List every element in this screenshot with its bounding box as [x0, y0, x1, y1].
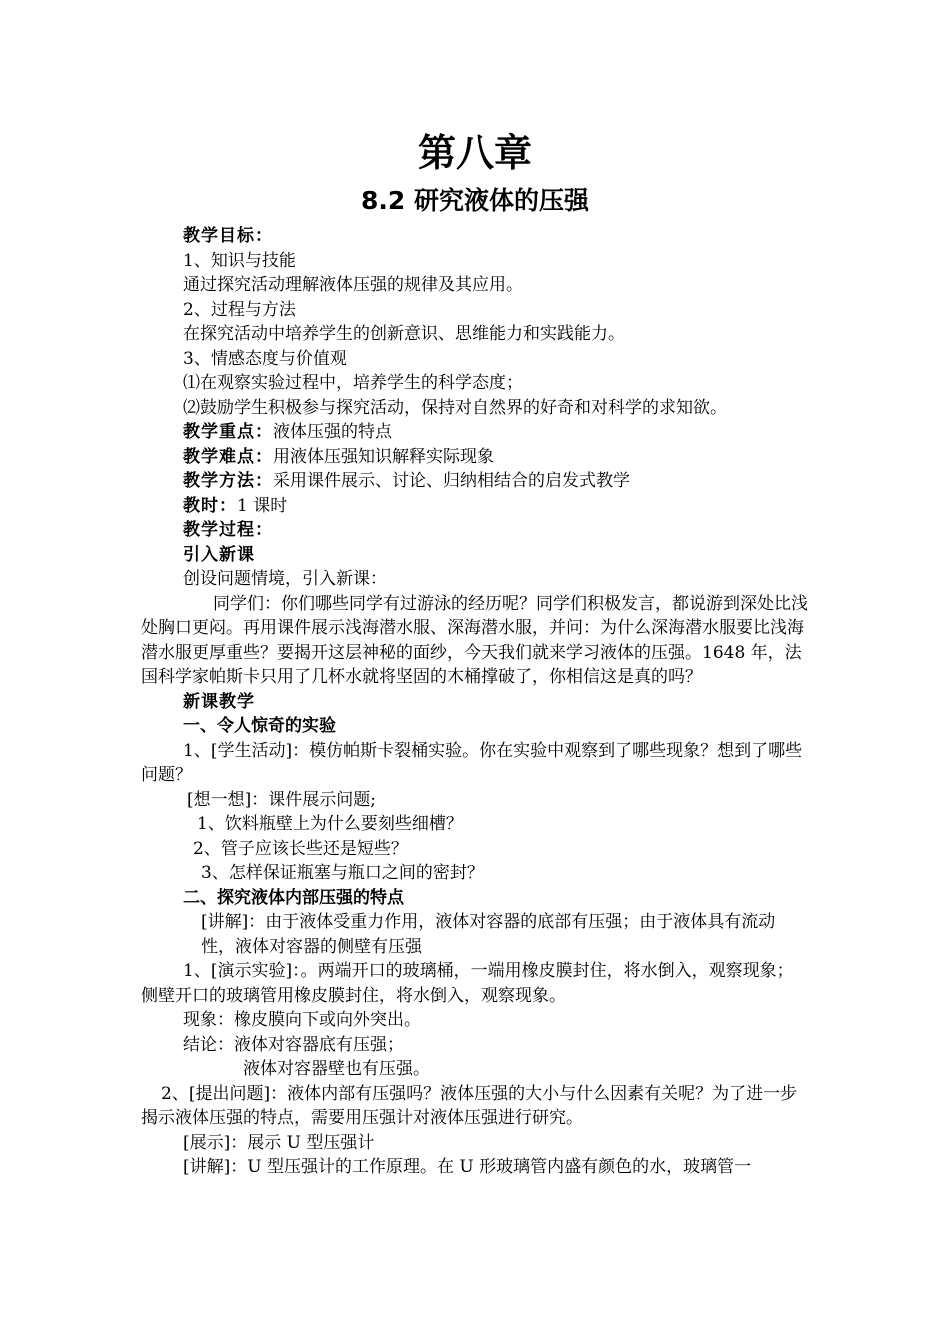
part-2-show: [展示]：展示 U 型压强计 [183, 1132, 375, 1153]
part-1-think: [想一想]：课件展示问题; [187, 789, 376, 810]
chapter-title: 第八章 [417, 131, 532, 175]
difficulty-line [141, 445, 809, 470]
objective-2-text: 在探究活动中培养学生的创新意识、思维能力和实践能力。 [183, 324, 625, 344]
time-text: 1 课时 [237, 495, 288, 516]
difficulty-label: 教学难点： [183, 446, 273, 467]
part-2-explanation-2: [讲解]：U 型压强计的工作原理。在 U 形玻璃管内盛有颜色的水，玻璃管一 [183, 1157, 752, 1177]
document-body [141, 224, 809, 1180]
part-1-activity: 1、[学生活动]：模仿帕斯卡裂桶实验。你在实验中观察到了哪些现象？想到了哪些问题？ [141, 740, 803, 785]
method-label: 教学方法： [183, 471, 273, 491]
method-line [141, 469, 809, 494]
objective-3-title: 3、情感态度与价值观 [183, 348, 347, 369]
part-1-question-3: 3、怎样保证瓶塞与瓶口之间的密封？ [201, 863, 484, 883]
part-2-conclusion-1: 结论：液体对容器底有压强； [183, 1034, 404, 1055]
intro-label: 引入新课 [183, 544, 255, 565]
part-2-demo: 1、[演示实验]：。两端开口的玻璃桶，一端用橡皮膜封住，将水倒入，观察现象；侧壁开口的玻璃管用橡皮膜封住，将水倒入，观察现象。 [141, 961, 794, 1006]
part-1-question-2: 2、管子应该长些还是短些？ [193, 838, 408, 859]
time-label: 教时： [183, 495, 237, 516]
part-2-conclusion-2: 液体对容器壁也有压强。 [243, 1059, 430, 1079]
objective-2-title: 2、过程与方法 [183, 299, 296, 320]
part-2-explanation: [讲解]：由于液体受重力作用，液体对容器的底部有压强；由于液体具有流动性，液体对容器的侧壁有压强 [201, 912, 776, 957]
intro-paragraph: 同学们：你们哪些同学有过游泳的经历呢？同学们积极发言，都说游到深处比浅处胸口更闷。再用课件展示浅海潜水服、深海潜水服，并问：为什么深海潜水服要比浅海潜水服更厚重些？要揭开这层神秘的面纱，今天我们就来学习液体的压强。1648 年，法国科学家帕斯卡只用了几杯水就将坚固的木桶撑破了，你相信这是真的吗？ [141, 593, 808, 687]
objective-3-item-2: ⑵鼓励学生积极参与探究活动，保持对自然界的好奇和对科学的求知欲。 [183, 397, 727, 418]
objective-1-title: 1、知识与技能 [183, 250, 296, 271]
objective-3-item-1: ⑴在观察实验过程中，培养学生的科学态度； [183, 373, 523, 393]
section-title: 8.2 研究液体的压强 [361, 186, 589, 215]
process-label: 教学过程： [183, 520, 273, 540]
part-1-question-1: 1、饮料瓶壁上为什么要刻些细槽？ [197, 814, 463, 834]
objectives-label: 教学目标： [183, 226, 273, 246]
method-text: 采用课件展示、讨论、归纳相结合的启发式教学 [273, 471, 630, 491]
new-lesson-label: 新课教学 [183, 691, 255, 712]
part-2-title: 二、探究液体内部压强的特点 [183, 887, 404, 908]
part-1-title: 一、令人惊奇的实验 [183, 716, 336, 736]
difficulty-text: 用液体压强知识解释实际现象 [273, 446, 494, 467]
key-point-label: 教学重点： [183, 422, 273, 442]
time-line [141, 494, 809, 519]
part-2-phenomenon: 现象：橡皮膜向下或向外突出。 [183, 1010, 421, 1030]
objective-1-text: 通过探究活动理解液体压强的规律及其应用。 [183, 275, 523, 295]
part-2-question: 2、[提出问题]：液体内部有压强吗？液体压强的大小与什么因素有关呢？为了进一步揭示液体压强的特点，需要用压强计对液体压强进行研究。 [141, 1083, 798, 1128]
key-point-line [141, 420, 809, 445]
key-point-text: 液体压强的特点 [273, 422, 392, 442]
intro-lead: 创设问题情境，引入新课： [183, 569, 387, 589]
